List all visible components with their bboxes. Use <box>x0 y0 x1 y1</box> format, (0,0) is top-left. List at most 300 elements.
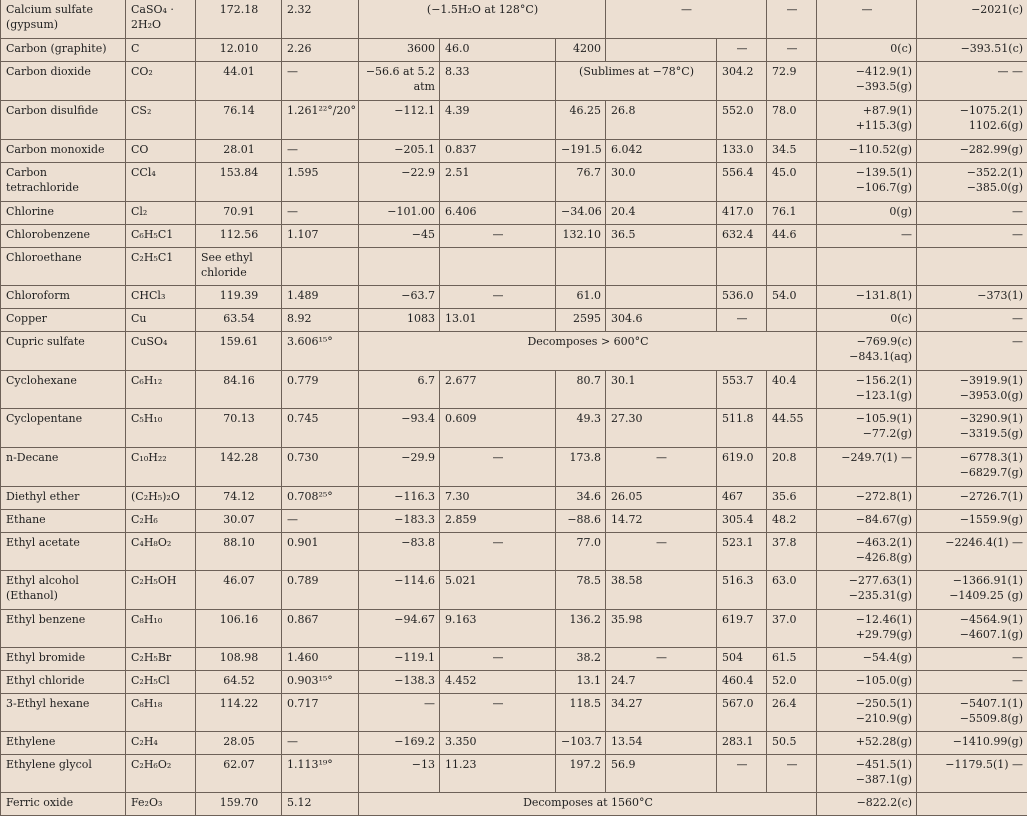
cell-hfus: 8.33 <box>440 62 556 101</box>
cell-formula: CCl₄ <box>126 163 196 202</box>
table-row <box>1 671 1027 694</box>
cell-mw: 142.28 <box>196 448 282 487</box>
cell-density: 2.26 <box>282 39 359 62</box>
cell-tc: — <box>717 39 767 62</box>
cell-name: Copper <box>1 309 126 332</box>
cell-hfus: 0.837 <box>440 140 556 163</box>
cell-pc: 37.8 <box>767 533 817 571</box>
cell-pc: 37.0 <box>767 610 817 648</box>
cell-pc: 26.4 <box>767 694 817 732</box>
cell-mw: 28.01 <box>196 140 282 163</box>
cell-pc: 20.8 <box>767 448 817 487</box>
cell-formula: (C₂H₅)₂O <box>126 487 196 510</box>
cell-hc: −1410.99(g) <box>917 732 1027 755</box>
cell-name: Ethyl bromide <box>1 648 126 671</box>
cell-density: 0.779 <box>282 371 359 409</box>
cell-pc: — <box>767 39 817 62</box>
cell-hc: — — <box>917 62 1027 101</box>
cell-hf: −451.5(1) −387.1(g) <box>817 755 917 793</box>
table-body <box>1 0 1027 816</box>
cell-bp: −34.06 <box>556 202 606 225</box>
cell-name: Carbon tetrachloride <box>1 163 126 202</box>
table-row <box>1 448 1027 487</box>
cell-name: 3-Ethyl hexane <box>1 694 126 732</box>
cell-mw: 88.10 <box>196 533 282 571</box>
cell-name: Ethyl chloride <box>1 671 126 694</box>
cell-hfus: — <box>440 648 556 671</box>
table-row <box>1 309 1027 332</box>
cell-hf: −412.9(1) −393.5(g) <box>817 62 917 101</box>
cell-hfus <box>440 248 556 286</box>
cell-tc <box>717 248 767 286</box>
cell-name: Chlorine <box>1 202 126 225</box>
cell-hc: — <box>917 671 1027 694</box>
cell-hc: −1559.9(g) <box>917 510 1027 533</box>
cell-mp: −205.1 <box>359 140 440 163</box>
cell-tc: 460.4 <box>717 671 767 694</box>
cell-mp: −63.7 <box>359 286 440 309</box>
cell-hfus: — <box>440 448 556 487</box>
cell-name: Cupric sulfate <box>1 332 126 371</box>
cell-hf: −769.9(c) −843.1(aq) <box>817 332 917 371</box>
cell-bp: 78.5 <box>556 571 606 610</box>
cell-tc: 552.0 <box>717 101 767 140</box>
cell-tc: 536.0 <box>717 286 767 309</box>
cell-bp: −191.5 <box>556 140 606 163</box>
cell-hc: −1179.5(1) — <box>917 755 1027 793</box>
cell-pc: 63.0 <box>767 571 817 610</box>
cell-bp: −88.6 <box>556 510 606 533</box>
cell-mw: 76.14 <box>196 101 282 140</box>
cell-hvap: 30.1 <box>606 371 717 409</box>
cell-formula: Cl₂ <box>126 202 196 225</box>
cell-mw: 172.18 <box>196 0 282 39</box>
cell-hvap: 6.042 <box>606 140 717 163</box>
table-row <box>1 793 1027 816</box>
cell-hc: −4564.9(1) −4607.1(g) <box>917 610 1027 648</box>
cell-density: — <box>282 510 359 533</box>
cell-hc: −373(1) <box>917 286 1027 309</box>
cell-merged-note: Decomposes at 1560°C <box>359 793 817 816</box>
cell-formula: C₆H₁₂ <box>126 371 196 409</box>
cell-bp: 46.25 <box>556 101 606 140</box>
cell-hvap <box>606 248 717 286</box>
cell-density: 0.717 <box>282 694 359 732</box>
cell-bp: −103.7 <box>556 732 606 755</box>
cell-hfus: 9.163 <box>440 610 556 648</box>
cell-mw: 153.84 <box>196 163 282 202</box>
cell-mp: −112.1 <box>359 101 440 140</box>
cell-hfus: 3.350 <box>440 732 556 755</box>
cell-hfus: 0.609 <box>440 409 556 448</box>
cell-pc: 78.0 <box>767 101 817 140</box>
cell-pc: 72.9 <box>767 62 817 101</box>
cell-density: 0.730 <box>282 448 359 487</box>
cell-bp: 34.6 <box>556 487 606 510</box>
cell-formula: CaSO₄ · 2H₂O <box>126 0 196 39</box>
cell-mw: 28.05 <box>196 732 282 755</box>
cell-hvap: 24.7 <box>606 671 717 694</box>
cell-hf: +87.9(1) +115.3(g) <box>817 101 917 140</box>
cell-hc: — <box>917 225 1027 248</box>
cell-name: Cyclopentane <box>1 409 126 448</box>
cell-hc: — <box>917 648 1027 671</box>
cell-formula: C₂H₅C1 <box>126 248 196 286</box>
cell-pc: 44.6 <box>767 225 817 248</box>
cell-hf: −131.8(1) <box>817 286 917 309</box>
cell-pc: 34.5 <box>767 140 817 163</box>
cell-density: 1.489 <box>282 286 359 309</box>
cell-density: 0.789 <box>282 571 359 610</box>
table-row <box>1 140 1027 163</box>
cell-density: 1.113¹⁹° <box>282 755 359 793</box>
cell-mw: See ethyl chloride <box>196 248 282 286</box>
cell-pc: 52.0 <box>767 671 817 694</box>
cell-name: Ethylene <box>1 732 126 755</box>
cell-hf: 0(c) <box>817 39 917 62</box>
cell-mp: −56.6 at 5.2 atm <box>359 62 440 101</box>
cell-name: Ethyl acetate <box>1 533 126 571</box>
cell-density: 0.903¹⁵° <box>282 671 359 694</box>
cell-formula: Fe₂O₃ <box>126 793 196 816</box>
cell-bp: 80.7 <box>556 371 606 409</box>
cell-hfus: 13.01 <box>440 309 556 332</box>
cell-hf: 0(g) <box>817 202 917 225</box>
cell-hf: −84.67(g) <box>817 510 917 533</box>
cell-bp: 197.2 <box>556 755 606 793</box>
cell-formula: C₆H₅C1 <box>126 225 196 248</box>
cell-name: Diethyl ether <box>1 487 126 510</box>
cell-mp: 6.7 <box>359 371 440 409</box>
cell-hvap: 36.5 <box>606 225 717 248</box>
cell-tc: 305.4 <box>717 510 767 533</box>
cell-pc: 61.5 <box>767 648 817 671</box>
cell-hf: +52.28(g) <box>817 732 917 755</box>
cell-name: Ferric oxide <box>1 793 126 816</box>
cell-pc: 35.6 <box>767 487 817 510</box>
cell-hc: −5407.1(1) −5509.8(g) <box>917 694 1027 732</box>
cell-mw: 159.70 <box>196 793 282 816</box>
cell-mw: 119.39 <box>196 286 282 309</box>
cell-density: 0.745 <box>282 409 359 448</box>
cell-bp: 49.3 <box>556 409 606 448</box>
cell-mw: 108.98 <box>196 648 282 671</box>
cell-mp: −138.3 <box>359 671 440 694</box>
cell-mw: 46.07 <box>196 571 282 610</box>
cell-mp: 3600 <box>359 39 440 62</box>
cell-formula: C₂H₆O₂ <box>126 755 196 793</box>
table-row <box>1 39 1027 62</box>
cell-col8: — <box>606 0 767 39</box>
cell-name: Chloroform <box>1 286 126 309</box>
cell-hf: −105.9(1) −77.2(g) <box>817 409 917 448</box>
cell-mp: −29.9 <box>359 448 440 487</box>
cell-tc: — <box>717 309 767 332</box>
cell-hvap <box>606 39 717 62</box>
cell-hvap: 13.54 <box>606 732 717 755</box>
cell-name: Ethylene glycol <box>1 755 126 793</box>
cell-tc: 504 <box>717 648 767 671</box>
cell-density: 1.460 <box>282 648 359 671</box>
cell-bp: 61.0 <box>556 286 606 309</box>
cell-bp: 38.2 <box>556 648 606 671</box>
cell-mp: −94.67 <box>359 610 440 648</box>
cell-hc: −282.99(g) <box>917 140 1027 163</box>
cell-mw: 70.91 <box>196 202 282 225</box>
cell-name: Carbon monoxide <box>1 140 126 163</box>
cell-hf: −249.7(1) — <box>817 448 917 487</box>
cell-mw: 84.16 <box>196 371 282 409</box>
cell-bp: 4200 <box>556 39 606 62</box>
cell-hvap: 14.72 <box>606 510 717 533</box>
cell-bp: 13.1 <box>556 671 606 694</box>
cell-density: 1.261²²°/20° <box>282 101 359 140</box>
cell-bp: 132.10 <box>556 225 606 248</box>
cell-pc: — <box>767 755 817 793</box>
cell-density: — <box>282 62 359 101</box>
cell-hc: — <box>917 202 1027 225</box>
cell-mp: −83.8 <box>359 533 440 571</box>
cell-mw: 63.54 <box>196 309 282 332</box>
cell-name: Ethyl alcohol (Ethanol) <box>1 571 126 610</box>
cell-formula: CO <box>126 140 196 163</box>
cell-pc: 76.1 <box>767 202 817 225</box>
cell-hf: −277.63(1) −235.31(g) <box>817 571 917 610</box>
table-row <box>1 610 1027 648</box>
cell-mp: −183.3 <box>359 510 440 533</box>
cell-hf <box>817 248 917 286</box>
cell-hc <box>917 248 1027 286</box>
cell-pc <box>767 248 817 286</box>
cell-hf: −105.0(g) <box>817 671 917 694</box>
cell-density: 8.92 <box>282 309 359 332</box>
cell-density <box>282 248 359 286</box>
cell-density: — <box>282 732 359 755</box>
cell-formula: C₂H₆ <box>126 510 196 533</box>
cell-hf: −156.2(1) −123.1(g) <box>817 371 917 409</box>
cell-mw: 64.52 <box>196 671 282 694</box>
table-row <box>1 371 1027 409</box>
cell-formula: C₂H₅Cl <box>126 671 196 694</box>
cell-mw: 62.07 <box>196 755 282 793</box>
cell-hc: −3290.9(1) −3319.5(g) <box>917 409 1027 448</box>
table-row <box>1 332 1027 371</box>
cell-density: 3.606¹⁵° <box>282 332 359 371</box>
cell-hf: −822.2(c) <box>817 793 917 816</box>
cell-bp <box>556 248 606 286</box>
cell-tc: 511.8 <box>717 409 767 448</box>
cell-bp: 118.5 <box>556 694 606 732</box>
cell-density: 0.901 <box>282 533 359 571</box>
cell-tc: 283.1 <box>717 732 767 755</box>
cell-hvap: 26.8 <box>606 101 717 140</box>
cell-formula: C <box>126 39 196 62</box>
cell-bp: 2595 <box>556 309 606 332</box>
cell-hvap: 38.58 <box>606 571 717 610</box>
cell-density: 1.107 <box>282 225 359 248</box>
table-row <box>1 101 1027 140</box>
table-row <box>1 225 1027 248</box>
cell-hc: −1075.2(1) 1102.6(g) <box>917 101 1027 140</box>
cell-hf: — <box>817 225 917 248</box>
cell-formula: C₂H₅OH <box>126 571 196 610</box>
cell-name: Ethyl benzene <box>1 610 126 648</box>
cell-formula: CuSO₄ <box>126 332 196 371</box>
cell-formula: CO₂ <box>126 62 196 101</box>
cell-hvap: 34.27 <box>606 694 717 732</box>
cell-hc: −2246.4(1) — <box>917 533 1027 571</box>
cell-hf: −2021(c) <box>917 0 1027 39</box>
cell-hfus: 2.677 <box>440 371 556 409</box>
cell-mp <box>359 248 440 286</box>
cell-bp: 76.7 <box>556 163 606 202</box>
cell-hfus: 7.30 <box>440 487 556 510</box>
cell-formula: CHCl₃ <box>126 286 196 309</box>
cell-mw: 114.22 <box>196 694 282 732</box>
cell-pc: 45.0 <box>767 163 817 202</box>
cell-hfus: — <box>440 533 556 571</box>
cell-hfus: 5.021 <box>440 571 556 610</box>
cell-formula: CS₂ <box>126 101 196 140</box>
cell-bp: 77.0 <box>556 533 606 571</box>
cell-mw: 44.01 <box>196 62 282 101</box>
cell-formula: C₁₀H₂₂ <box>126 448 196 487</box>
cell-hfus: 46.0 <box>440 39 556 62</box>
cell-hc: −3919.9(1) −3953.0(g) <box>917 371 1027 409</box>
table-row <box>1 487 1027 510</box>
cell-hc <box>917 793 1027 816</box>
cell-name: Cyclohexane <box>1 371 126 409</box>
cell-hvap: 26.05 <box>606 487 717 510</box>
cell-tc: — <box>717 755 767 793</box>
cell-hf: −110.52(g) <box>817 140 917 163</box>
cell-hvap: 56.9 <box>606 755 717 793</box>
cell-tc: 556.4 <box>717 163 767 202</box>
cell-hf: −250.5(1) −210.9(g) <box>817 694 917 732</box>
cell-pc: 50.5 <box>767 732 817 755</box>
cell-pc: 54.0 <box>767 286 817 309</box>
cell-hfus: 11.23 <box>440 755 556 793</box>
cell-name: Chlorobenzene <box>1 225 126 248</box>
table-row <box>1 409 1027 448</box>
cell-mw: 106.16 <box>196 610 282 648</box>
cell-hfus: — <box>440 225 556 248</box>
cell-hfus: 4.39 <box>440 101 556 140</box>
cell-merged-note: (−1.5H₂O at 128°C) <box>359 0 606 39</box>
cell-density: 2.32 <box>282 0 359 39</box>
cell-hf: −54.4(g) <box>817 648 917 671</box>
cell-mp: 1083 <box>359 309 440 332</box>
cell-pc: 40.4 <box>767 371 817 409</box>
cell-hc: −6778.3(1) −6829.7(g) <box>917 448 1027 487</box>
cell-hvap: 30.0 <box>606 163 717 202</box>
cell-hvap: 27.30 <box>606 409 717 448</box>
cell-merged-note: (Sublimes at −78°C) <box>556 62 717 101</box>
cell-mp: −93.4 <box>359 409 440 448</box>
cell-tc: 619.0 <box>717 448 767 487</box>
cell-tc: 516.3 <box>717 571 767 610</box>
cell-density: — <box>282 202 359 225</box>
cell-name: Calcium sulfate (gypsum) <box>1 0 126 39</box>
cell-mw: 12.010 <box>196 39 282 62</box>
table-row <box>1 202 1027 225</box>
cell-hf: −12.46(1) +29.79(g) <box>817 610 917 648</box>
cell-hfus: — <box>440 286 556 309</box>
cell-pc <box>767 309 817 332</box>
cell-mw: 30.07 <box>196 510 282 533</box>
cell-pc: 48.2 <box>767 510 817 533</box>
cell-mw: 112.56 <box>196 225 282 248</box>
cell-hf: 0(c) <box>817 309 917 332</box>
cell-tc: 553.7 <box>717 371 767 409</box>
cell-hfus: 6.406 <box>440 202 556 225</box>
cell-formula: Cu <box>126 309 196 332</box>
table-row <box>1 163 1027 202</box>
cell-formula: C₄H₈O₂ <box>126 533 196 571</box>
cell-name: Ethane <box>1 510 126 533</box>
cell-formula: C₈H₁₀ <box>126 610 196 648</box>
cell-name: Carbon (graphite) <box>1 39 126 62</box>
cell-hc: −2726.7(1) <box>917 487 1027 510</box>
table-row <box>1 286 1027 309</box>
cell-tc: — <box>767 0 817 39</box>
table-row <box>1 0 1027 39</box>
table-row <box>1 62 1027 101</box>
cell-tc: 523.1 <box>717 533 767 571</box>
cell-hvap: — <box>606 648 717 671</box>
cell-tc: 567.0 <box>717 694 767 732</box>
cell-hf: −139.5(1) −106.7(g) <box>817 163 917 202</box>
cell-density: 1.595 <box>282 163 359 202</box>
table-row <box>1 510 1027 533</box>
cell-hc: −1366.91(1) −1409.25 (g) <box>917 571 1027 610</box>
cell-hvap: — <box>606 533 717 571</box>
cell-tc: 632.4 <box>717 225 767 248</box>
cell-hc: −393.51(c) <box>917 39 1027 62</box>
cell-hvap: — <box>606 448 717 487</box>
cell-mp: −13 <box>359 755 440 793</box>
cell-mp: −116.3 <box>359 487 440 510</box>
cell-hc: −352.2(1) −385.0(g) <box>917 163 1027 202</box>
cell-hvap: 304.6 <box>606 309 717 332</box>
cell-hf: −463.2(1) −426.8(g) <box>817 533 917 571</box>
cell-mw: 70.13 <box>196 409 282 448</box>
cell-mp: −119.1 <box>359 648 440 671</box>
cell-hfus: — <box>440 694 556 732</box>
cell-tc: 417.0 <box>717 202 767 225</box>
cell-mp: −101.00 <box>359 202 440 225</box>
cell-pc: — <box>817 0 917 39</box>
table-row <box>1 694 1027 732</box>
table-row <box>1 571 1027 610</box>
cell-formula: C₂H₅Br <box>126 648 196 671</box>
table-row <box>1 755 1027 793</box>
cell-hfus: 2.51 <box>440 163 556 202</box>
table-row <box>1 533 1027 571</box>
cell-density: 0.867 <box>282 610 359 648</box>
cell-hf: −272.8(1) <box>817 487 917 510</box>
cell-name: Chloroethane <box>1 248 126 286</box>
cell-bp: 173.8 <box>556 448 606 487</box>
cell-mp: −114.6 <box>359 571 440 610</box>
cell-formula: C₅H₁₀ <box>126 409 196 448</box>
table-row <box>1 248 1027 286</box>
table-row <box>1 732 1027 755</box>
cell-mw: 74.12 <box>196 487 282 510</box>
cell-hfus: 2.859 <box>440 510 556 533</box>
table-row <box>1 648 1027 671</box>
cell-pc: 44.55 <box>767 409 817 448</box>
